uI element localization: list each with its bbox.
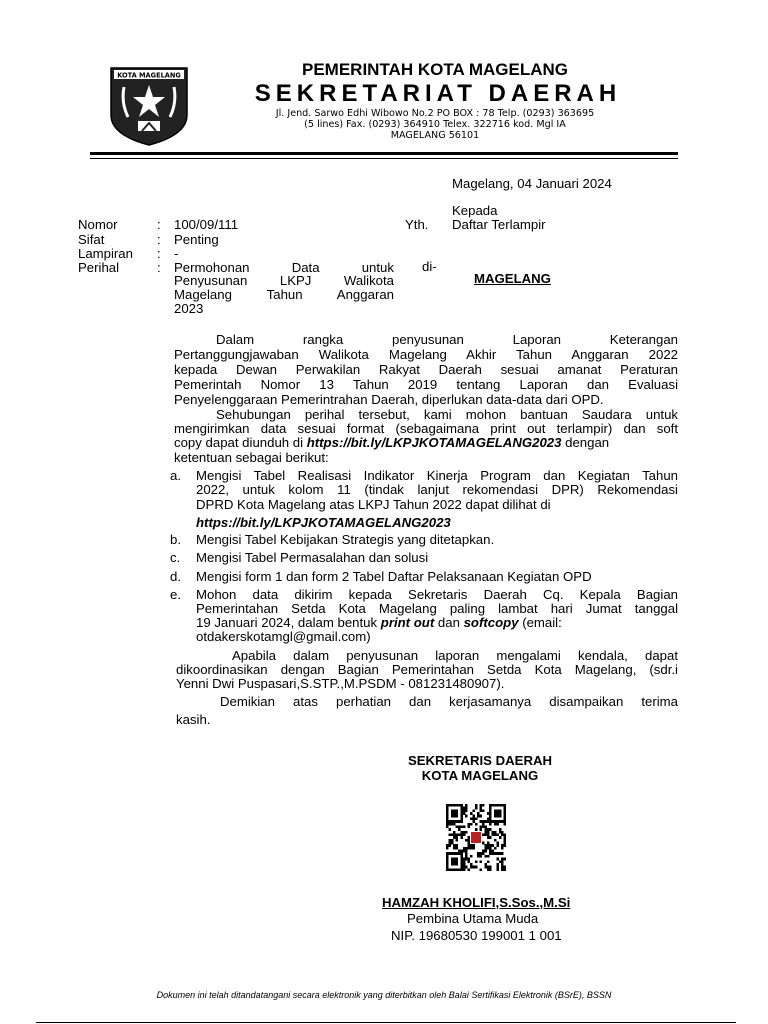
address-line: Jl. Jend. Sarwo Edhi Wibowo No.2 PO BOX : 78 Telp. (0293) 363695 <box>275 108 595 119</box>
lampiran-value: - <box>174 246 179 261</box>
body-text: (email: <box>518 615 562 630</box>
body-line: Yenni Dwi Puspasari,S.STP.,M.PSDM - 081231480907). <box>176 676 505 691</box>
perihal-line: Permohonan Data untuk <box>174 260 394 275</box>
colon: : <box>157 246 161 261</box>
list-item-line: 2022, untuk kolom 11 (tindak lanjut rekomendasi DPR) Rekomendasi <box>196 482 678 497</box>
signatory-nip: NIP. 19680530 199001 1 001 <box>391 928 562 943</box>
body-line: Sehubungan perihal tersebut, kami mohon bantuan Saudara untuk <box>216 407 678 422</box>
list-item-line: Mengisi Tabel Realisasi Indikator Kinerja Program dan Kegiatan Tahun <box>196 468 678 483</box>
recipient-name: Daftar Terlampir <box>452 217 546 232</box>
body-line: Demikian atas perhatian dan kerjasamanya disampaikan terima <box>220 694 678 709</box>
colon: : <box>157 232 161 247</box>
body-line: mengirimkan data sesuai format (sebagaimana print out terlampir) dan soft <box>174 421 678 436</box>
recipient-yth: Yth. <box>405 217 429 232</box>
address-line: (5 lines) Fax. (0293) 364910 Telex. 322716 kod. Mgl IA <box>304 119 566 130</box>
body-line: Pemerintah Nomor 13 Tahun 2019 tentang Laporan dan Evaluasi <box>174 377 678 392</box>
perihal-line: Penyusunan LKPJ Walikota <box>174 273 394 288</box>
colon: : <box>157 217 161 232</box>
list-marker: b. <box>170 532 181 547</box>
colon: : <box>157 260 161 275</box>
signatory-office: KOTA MAGELANG <box>421 768 539 783</box>
download-link[interactable]: https://bit.ly/LKPJKOTAMAGELANG2023 <box>196 515 451 530</box>
nomor-label: Nomor <box>78 217 118 232</box>
list-item-line: Pemerintahan Setda Kota Magelang paling lambat hari Jumat tanggal <box>196 601 678 616</box>
government-name: PEMERINTAH KOTA MAGELANG <box>301 60 568 79</box>
office-name: SEKRETARIAT DAERAH <box>254 80 622 107</box>
body-line: kepada Dewan Perwakilan Rakyat Daerah sesuai amanat Peraturan <box>174 362 678 377</box>
download-link[interactable]: https://bit.ly/LKPJKOTAMAGELANG2023 <box>306 435 562 450</box>
body-text: copy dapat diunduh di <box>174 435 307 450</box>
print-out-term: print out <box>380 615 435 630</box>
list-item-line: Mengisi Tabel Kebijakan Strategis yang ditetapkan. <box>196 532 495 547</box>
list-item-line: Mengisi form 1 dan form 2 Tabel Daftar Pelaksanaan Kegiatan OPD <box>196 569 592 584</box>
list-item-line: Mengisi Tabel Permasalahan dan solusi <box>196 550 429 565</box>
email-address[interactable]: otdakerskotamgl@gmail.com) <box>196 629 371 644</box>
nomor-value: 100/09/111 <box>174 217 239 232</box>
footer-rule <box>36 1022 736 1023</box>
body-text: dengan <box>561 435 610 450</box>
header-rule-thin <box>90 158 678 159</box>
logo-text: KOTA MAGELANG <box>117 71 181 80</box>
footer-note: Dokumen ini telah ditandatangani secara elektronik yang diterbitkan oleh Balai Sertifikasi Elektronik (BSrE), BSSN <box>156 990 612 1000</box>
recipient-kepada: Kepada <box>452 203 498 218</box>
body-line: Penyelenggaraan Pemerintrahan Daerah, diperlukan data-data dari OPD. <box>174 392 604 407</box>
signatory-rank: Pembina Utama Muda <box>407 911 539 926</box>
perihal-line: Magelang Tahun Anggaran <box>174 287 394 302</box>
list-item-line: DPRD Kota Magelang atas LKPJ Tahun 2022 dapat dilihat di <box>196 497 551 512</box>
body-line: ketentuan sebagai berikut: <box>174 450 329 465</box>
list-marker: a. <box>170 468 181 483</box>
list-marker: e. <box>170 587 181 602</box>
list-marker: c. <box>170 550 181 565</box>
body-text: 19 Januari 2024, dalam bentuk <box>196 615 381 630</box>
recipient-di: di- <box>422 259 437 274</box>
perihal-line: 2023 <box>174 301 204 316</box>
address-line: MAGELANG 56101 <box>390 130 480 141</box>
sifat-label: Sifat <box>78 232 105 247</box>
list-item-line: Mohon data dikirim kepada Sekretaris Daerah Cq. Kepala Bagian <box>196 587 678 602</box>
body-line: dikoordinasikan dengan Bagian Pemerintahan Setda Kota Magelang, (sdr.i <box>176 662 678 677</box>
body-text: dan <box>434 615 464 630</box>
softcopy-term: softcopy <box>463 615 519 630</box>
recipient-city: MAGELANG <box>474 271 551 286</box>
lampiran-label: Lampiran <box>78 246 133 261</box>
list-marker: d. <box>170 569 181 584</box>
body-line <box>174 435 609 451</box>
body-line: Apabila dalam penyusunan laporan mengalami kendala, dapat <box>232 648 678 663</box>
letter-date: Magelang, 04 Januari 2024 <box>452 176 612 191</box>
body-line: Pertanggungjawaban Walikota Magelang Akhir Tahun Anggaran 2022 <box>174 347 678 362</box>
header-rule-thick <box>90 152 678 155</box>
signatory-title: SEKRETARIS DAERAH <box>407 753 553 768</box>
perihal-label: Perihal <box>78 260 120 275</box>
city-emblem-logo <box>108 65 190 147</box>
sifat-value: Penting <box>174 232 219 247</box>
signatory-name: HAMZAH KHOLIFI,S.Sos.,M.Si <box>382 895 571 910</box>
body-line: Dalam rangka penyusunan Laporan Keterangan <box>216 332 678 347</box>
body-line: kasih. <box>176 712 211 727</box>
qr-code-signature <box>446 804 506 871</box>
